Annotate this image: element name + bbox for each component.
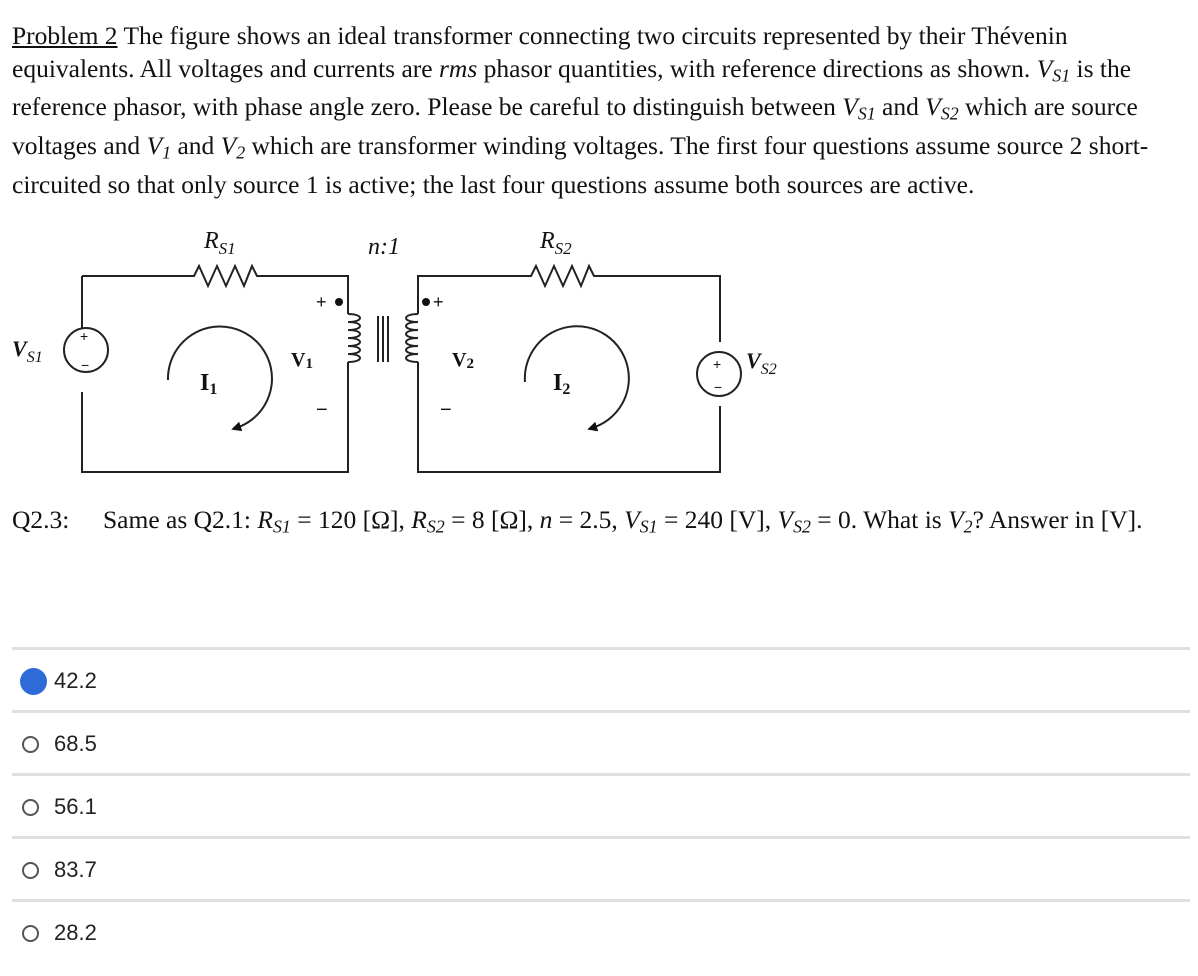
rs2-label: $R_{S2}$ xyxy=(540,228,572,258)
answer-option[interactable] xyxy=(12,899,1190,962)
i2-label: I2 xyxy=(553,370,571,398)
turns-ratio-label: n:1 xyxy=(368,234,400,260)
problem-text: is the reference phasor, with phase angle zero. Please be careful to distinguish between xyxy=(12,53,1132,122)
answer-option-label: 28.2 xyxy=(54,920,97,945)
vs1-symbol: $V_{S1}$ xyxy=(842,92,876,124)
v2-plus-sign: + xyxy=(433,292,444,312)
answer-options xyxy=(12,647,1190,962)
problem-text: and xyxy=(171,131,221,161)
secondary-polarity-dot xyxy=(422,298,430,306)
v1-symbol: $V_1$ xyxy=(146,131,172,163)
radio-icon[interactable] xyxy=(22,736,39,753)
answer-option-label: 42.2 xyxy=(54,668,97,693)
problem-label: Problem 2 xyxy=(12,21,118,50)
answer-option-label: 56.1 xyxy=(54,794,97,819)
problem-text: which are transformer winding voltages. The first four questions assume source 2 short-circuited so that only source 1 is active; the last four questions assume both sources are active. xyxy=(12,131,1149,200)
i1-label: I1 xyxy=(200,370,218,398)
radio-icon[interactable] xyxy=(22,862,39,879)
vs2-minus-sign: − xyxy=(714,379,723,395)
v2-symbol: $V_2$ xyxy=(220,131,246,163)
primary-polarity-dot xyxy=(335,298,343,306)
radio-icon[interactable] xyxy=(22,799,39,816)
radio-selected-icon[interactable] xyxy=(20,668,47,695)
secondary-coil-symbol xyxy=(406,314,418,362)
problem-text: The figure shows an ideal transformer connecting two circuits represented by their Thévenin equivalents. All voltages and currents are xyxy=(12,21,1068,83)
v2-label: V2 xyxy=(452,349,474,372)
rs2-resistor-symbol xyxy=(523,266,597,286)
answer-option-label: 83.7 xyxy=(54,857,97,882)
vs2-symbol: $V_{S2}$ xyxy=(925,92,959,124)
problem-statement xyxy=(12,20,1194,202)
vs1-label: $V_{S1}$ xyxy=(12,336,43,366)
i2-current-arrow xyxy=(525,326,629,428)
answer-option[interactable] xyxy=(12,710,1190,773)
answer-option[interactable] xyxy=(12,773,1190,836)
radio-icon[interactable] xyxy=(22,925,39,942)
i1-current-arrow xyxy=(168,327,272,428)
question-text: Same as Q2.1: $R_{S1} = 120$ [Ω], $R_{S2} = 8$ [Ω], n = 2.5, $V_{S1} = 240$ [V], $V_{S2} = 0$. What is $V_2$? Answer in [V]. xyxy=(103,505,1143,537)
answer-option[interactable] xyxy=(12,647,1190,710)
answer-option[interactable] xyxy=(12,836,1190,899)
v2-minus-sign: − xyxy=(440,399,452,421)
left-loop-wire xyxy=(82,276,348,472)
vs2-plus-sign: + xyxy=(713,356,722,372)
v1-plus-sign: + xyxy=(316,292,327,312)
rms-term: rms xyxy=(439,53,478,83)
right-loop-wire xyxy=(418,276,723,472)
rs1-label: $R_{S1}$ xyxy=(204,228,236,258)
v1-minus-sign: − xyxy=(316,399,328,421)
problem-text: phasor quantities, with reference directions as shown. xyxy=(477,53,1037,83)
problem-text: which are source voltages and xyxy=(12,92,1138,161)
vs1-minus-sign: − xyxy=(81,357,90,373)
vs2-label: $V_{S2}$ xyxy=(746,348,777,378)
transformer-circuit-diagram xyxy=(0,220,1198,490)
left-loop-wire xyxy=(82,276,348,314)
rs1-resistor-symbol xyxy=(186,266,262,286)
primary-coil-symbol xyxy=(348,314,360,362)
vs1-plus-sign: + xyxy=(80,328,89,344)
answer-option-label: 68.5 xyxy=(54,731,97,756)
v1-label: V1 xyxy=(291,349,313,372)
problem-text: and xyxy=(875,92,926,122)
question-number: Q2.3: xyxy=(12,505,70,534)
vs1-symbol: $V_{S1}$ xyxy=(1036,53,1071,85)
